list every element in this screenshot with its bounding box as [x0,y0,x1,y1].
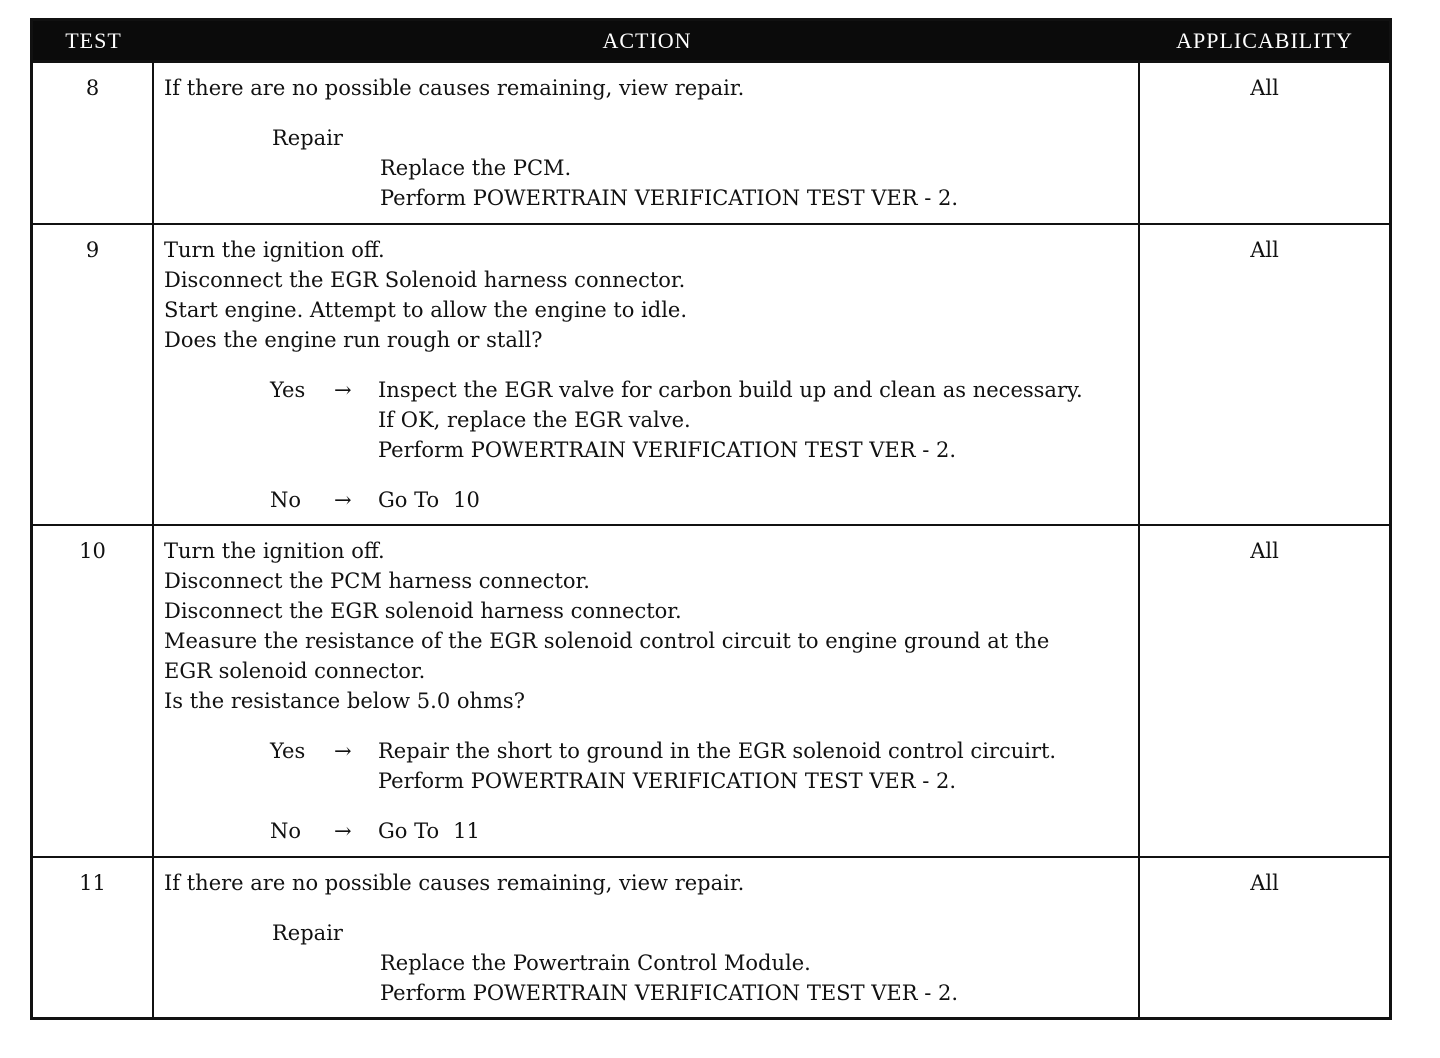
arrow-icon: → [334,488,352,512]
test-number: 11 [33,858,154,1017]
action-line: EGR solenoid connector. [164,659,426,683]
action-cell [154,63,1140,225]
yes-line: Perform POWERTRAIN VERIFICATION TEST VER - 2. [378,438,957,462]
repair-line: Perform POWERTRAIN VERIFICATION TEST VER - 2. [380,981,959,1005]
yes-line: Inspect the EGR valve for carbon build up and clean as necessary. [378,378,1083,402]
applicability-value: All [1250,871,1279,895]
diagnostic-test-table [30,18,1392,1020]
goto-target: 11 [453,819,480,843]
yes-response [270,375,1132,465]
goto-target: 10 [453,488,480,512]
test-number: 8 [33,63,154,225]
test-number: 9 [33,225,154,526]
action-line: Disconnect the EGR Solenoid harness connector. [164,268,686,292]
action-line: If there are no possible causes remaining, view repair. [164,76,745,100]
action-line: Disconnect the EGR solenoid harness connector. [164,599,682,623]
applicability-value: All [1140,225,1389,526]
yes-line: Repair the short to ground in the EGR solenoid control circuirt. [378,739,1057,763]
repair-line: Replace the Powertrain Control Module. [380,951,811,975]
no-label: No [270,488,302,512]
action-line: Turn the ignition off. [164,238,385,262]
arrow-icon: → [334,819,352,843]
action-line: If there are no possible causes remaining, view repair. [164,871,745,895]
action-cell [154,225,1140,526]
action-line: Disconnect the PCM harness connector. [164,569,590,593]
action-line: Turn the ignition off. [164,539,385,563]
action-cell [154,858,1140,1017]
action-line: Is the resistance below 5.0 ohms? [164,689,525,713]
yes-label: Yes [270,378,306,402]
test-number: 10 [33,526,154,858]
arrow-icon: → [334,378,352,402]
no-response [270,485,1132,515]
header-action: ACTION [154,21,1140,63]
no-response [270,816,1132,846]
no-label: No [270,819,302,843]
yes-label: Yes [270,739,306,763]
arrow-icon: → [334,739,352,763]
repair-label: Repair [272,921,343,945]
action-line: Start engine. Attempt to allow the engine to idle. [164,298,688,322]
applicability-value: All [1140,63,1389,225]
yes-line: Perform POWERTRAIN VERIFICATION TEST VER - 2. [378,769,957,793]
repair-label: Repair [272,126,343,150]
action-cell [154,526,1140,858]
action-line: Measure the resistance of the EGR solenoid control circuit to engine ground at the [164,629,1050,653]
goto-label: Go To [378,819,440,843]
applicability-value: All [1140,526,1389,858]
goto-label: Go To [378,488,440,512]
yes-response [270,736,1132,796]
yes-line: If OK, replace the EGR valve. [378,408,691,432]
repair-line: Replace the PCM. [380,156,572,180]
repair-line: Perform POWERTRAIN VERIFICATION TEST VER - 2. [380,186,959,210]
header-test: TEST [33,21,154,63]
action-line: Does the engine run rough or stall? [164,328,543,352]
header-applicability: APPLICABILITY [1140,21,1389,63]
